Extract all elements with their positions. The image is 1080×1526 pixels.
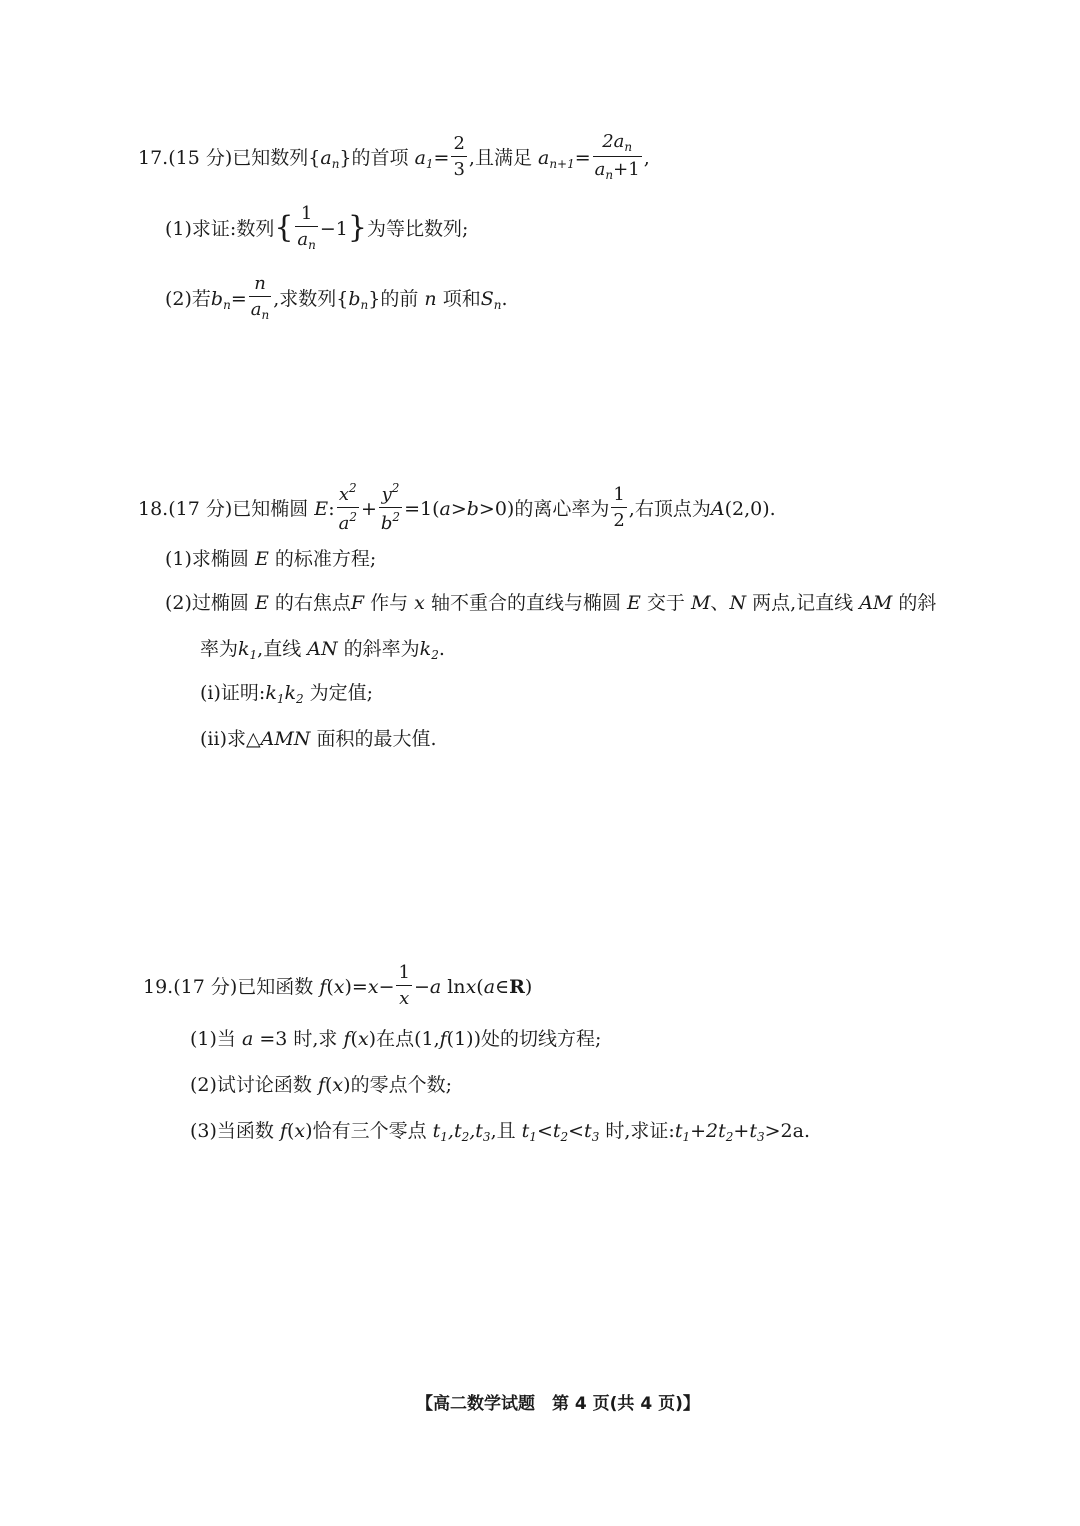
fraction <box>396 963 411 1009</box>
text: +1 <box>613 159 640 181</box>
text: ,求数列{ <box>273 288 349 310</box>
math: $b_n$ <box>210 288 231 312</box>
text: >2a. <box>764 1120 811 1142</box>
math: a <box>483 975 496 998</box>
math: f <box>319 975 327 998</box>
math: $a_n$ <box>320 147 340 172</box>
text: 为定值; <box>309 682 374 704</box>
text: (17 分)已知函数 <box>173 975 314 998</box>
fraction <box>337 482 359 534</box>
text: (2)过椭圆 <box>165 592 249 614</box>
text: =1( <box>404 497 440 520</box>
question-18-sub-i <box>200 684 373 705</box>
math: $t_1<t_2<t_3$ <box>515 1120 600 1144</box>
question-number: 18. <box>138 497 169 520</box>
text: ) <box>524 975 533 998</box>
question-19-part-2: (2)试讨论函数 f(x)的零点个数; <box>190 1074 452 1096</box>
text: ,且满足 <box>468 147 532 170</box>
text: 轴不重合的直线与椭圆 <box>430 592 621 614</box>
math: $t_1+2t_2+t_3$ <box>674 1120 765 1144</box>
math: $a_1$ <box>414 147 434 172</box>
math: x <box>332 1074 344 1096</box>
numerator: $y^2$ <box>381 481 400 505</box>
text: −1 <box>319 218 348 240</box>
math: f <box>311 1074 325 1096</box>
math: $k_1k_2$ <box>265 682 304 706</box>
text: (1)求椭圆 <box>165 548 249 570</box>
math: a <box>429 975 442 998</box>
question-19-stem: 19.(17 分)已知函数 f(x)=x− $\frac{1}{x}$ −a lnx(a∈R) <box>143 962 533 1009</box>
text: 的斜 <box>898 592 937 614</box>
math: b <box>466 497 479 520</box>
question-18-stem: 18.(17 分)已知椭圆 E: $\frac{x^2}{a^2}$ + $\frac{y^2}{b^2}$ =1(a>b>0)的离心率为 $\frac{1}{2}$ ,右顶点为A(2,0). <box>138 481 776 534</box>
math: $k_1$ <box>238 638 258 662</box>
question-18-sub-ii <box>200 730 436 749</box>
text: (2)若 <box>165 288 211 310</box>
text: (2)试讨论函数 <box>190 1074 312 1096</box>
text: = <box>351 975 368 998</box>
text: 两点,记直线 <box>752 592 854 614</box>
page-footer: 【高二数学试题 第 4 页(共 4 页)】 <box>416 1394 700 1414</box>
denominator: $a^2$ <box>337 507 359 534</box>
text: 作与 <box>370 592 409 614</box>
math: f <box>439 1028 447 1050</box>
math: E <box>248 548 275 570</box>
text: }的前 <box>368 288 419 310</box>
text: . <box>501 288 508 310</box>
fraction <box>295 204 317 252</box>
math: N <box>729 592 753 614</box>
text: 的标准方程; <box>274 548 377 570</box>
text: 的零点个数; <box>350 1074 452 1096</box>
text: (1))处的切线方程; <box>446 1028 602 1050</box>
text: 的斜率为 <box>343 638 420 660</box>
text: 的右焦点 <box>274 592 351 614</box>
math: a <box>439 497 451 520</box>
text: − <box>378 975 395 998</box>
numerator: n <box>254 273 266 294</box>
fraction <box>379 482 402 534</box>
question-19-part-1: (1)当 a =3 时,求 f(x)在点(1,f(1))处的切线方程; <box>190 1028 602 1050</box>
math: x <box>367 975 379 998</box>
brace: } <box>347 210 367 245</box>
denominator: x <box>396 985 411 1009</box>
numerator: 1 <box>613 484 625 505</box>
math: a <box>235 1028 260 1050</box>
text: ,且 <box>490 1120 516 1142</box>
text: (1)当 <box>190 1028 236 1050</box>
denominator: 2 <box>611 507 626 531</box>
math: F <box>350 592 371 614</box>
denominator: $a_n$ <box>249 296 271 322</box>
numerator: 1 <box>398 962 410 983</box>
text: (3)当函数 <box>190 1120 274 1142</box>
text: (i)证明: <box>200 682 266 704</box>
math: M <box>684 592 711 614</box>
question-17-part-1 <box>165 203 469 254</box>
text: 2a <box>602 131 625 152</box>
numerator: $x^2$ <box>338 481 357 505</box>
brace: { <box>274 210 294 245</box>
text: 交于 <box>646 592 685 614</box>
text: 恰有三个零点 <box>312 1120 427 1142</box>
text: =3 时,求 <box>259 1028 338 1050</box>
math: x <box>357 1028 369 1050</box>
text: (2,0). <box>724 497 776 520</box>
question-number: 17. <box>138 147 169 170</box>
math: f <box>337 1028 351 1050</box>
text: (ii)求△ <box>200 728 261 750</box>
numerator: 2 <box>453 133 465 155</box>
math: AN <box>301 638 344 660</box>
denominator: 3 <box>451 156 466 180</box>
text: − <box>413 975 430 998</box>
text: 面积的最大值. <box>316 728 437 750</box>
math: E <box>308 497 329 520</box>
fraction <box>249 274 271 322</box>
math: x <box>465 975 477 998</box>
text: ( <box>476 975 484 998</box>
question-17-stem: 17.(15 分)已知数列$\{a_n\}$的首项 $a_1=$ $\frac{2}{3}$ ,且满足 $a_{n+1}=$ $\frac{2a_n}{a_n+1}$ , <box>138 131 650 183</box>
text: 率为 <box>200 638 239 660</box>
math: x <box>333 975 345 998</box>
text: ∈ <box>495 975 510 998</box>
math: $S_n$ <box>480 288 502 312</box>
question-19-part-3: (3)当函数 f(x)恰有三个零点 $t_1,t_2,t_3$,且 $t_1<t_2<t_3$ 时,求证$:t_1+2t_2+t_3>2a$. <box>190 1120 811 1144</box>
text: 时,求证: <box>605 1120 675 1142</box>
math: $t_1,t_2,t_3$ <box>426 1120 491 1144</box>
text: ,直线 <box>257 638 302 660</box>
fraction <box>451 134 466 180</box>
text: >0)的离心率为 <box>478 497 610 520</box>
question-17-part-2: (2)若$b_n=$ $\frac{n}{a_n}$ ,求数列$\{b_n\}$的前 n 项和$S_n$. <box>165 273 508 322</box>
math: $a_{n+1}$ <box>538 147 575 172</box>
denominator: $a_n$ <box>295 226 317 252</box>
question-18-part-2 <box>165 594 936 613</box>
denominator: $a_n+1$ <box>593 156 642 182</box>
text: 为等比数列; <box>367 218 469 240</box>
denominator: $b^2$ <box>379 507 402 534</box>
real-set: R <box>509 975 525 998</box>
math: $k_2$ <box>419 638 439 662</box>
question-18-part-1 <box>165 550 376 569</box>
text: (1)求证:数列 <box>165 218 275 240</box>
math: A <box>710 497 725 520</box>
numerator: $2a_n$ <box>602 131 633 154</box>
text: ln <box>447 975 466 998</box>
math: AMN <box>260 728 317 750</box>
math: x <box>294 1120 306 1142</box>
text: 、 <box>710 592 730 614</box>
math: n <box>418 288 443 310</box>
text: }的首项 <box>339 147 409 170</box>
math: E <box>620 592 647 614</box>
question-number: 19. <box>143 975 174 998</box>
numerator: 1 <box>300 203 313 224</box>
text: ,右顶点为 <box>628 497 711 520</box>
text: > <box>450 497 467 520</box>
question-18-part-2-cont <box>200 640 445 661</box>
math: $b_n$ <box>348 288 369 312</box>
text: 项和 <box>442 288 481 310</box>
math: f <box>273 1120 287 1142</box>
math: x <box>408 592 431 614</box>
fraction <box>611 485 626 531</box>
text: 在点(1, <box>376 1028 440 1050</box>
text: . <box>438 638 445 660</box>
text: (17 分)已知椭圆 <box>168 497 309 520</box>
fraction <box>593 132 642 182</box>
text: (15 分)已知数列{ <box>168 147 321 170</box>
math: E <box>248 592 275 614</box>
math: AM <box>853 592 899 614</box>
